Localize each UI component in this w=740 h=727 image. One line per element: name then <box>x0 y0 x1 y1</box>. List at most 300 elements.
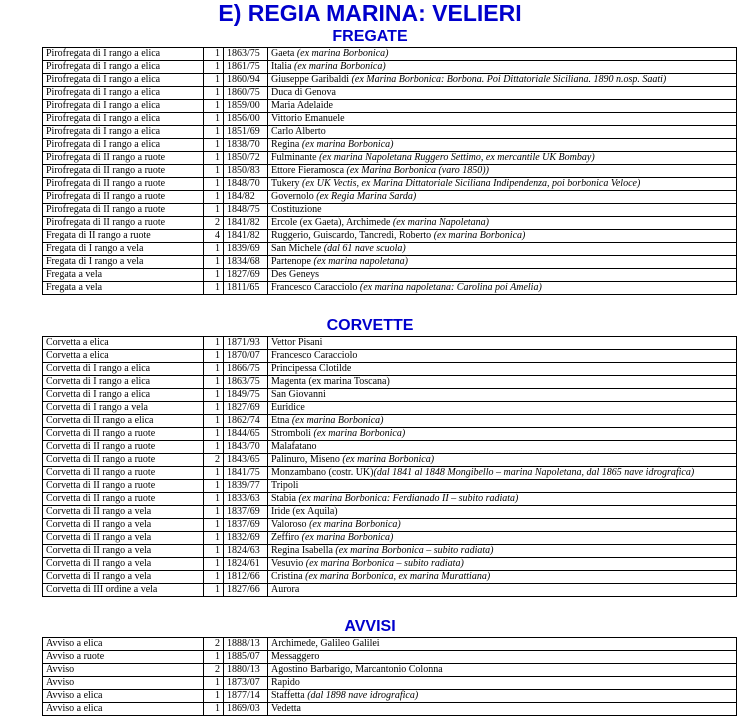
table-row <box>43 217 737 230</box>
ship-names-cell <box>268 282 737 295</box>
table-row <box>43 402 737 415</box>
table-row <box>43 428 737 441</box>
service-years-cell: 1838/70 <box>224 139 268 152</box>
service-years-cell: 1850/83 <box>224 165 268 178</box>
service-years-cell: 1841/75 <box>224 467 268 480</box>
ship-name: Cristina <box>271 571 306 582</box>
service-years-cell: 1885/07 <box>224 651 268 664</box>
table-row <box>43 415 737 428</box>
ship-names-cell <box>268 204 737 217</box>
section-title-fregate: FREGATE <box>332 28 408 45</box>
table-row <box>43 61 737 74</box>
ship-type-cell: Avviso a ruote <box>43 651 204 664</box>
ship-name: Vesuvio <box>271 558 306 569</box>
table-row <box>43 584 737 597</box>
ship-count-cell: 1 <box>204 480 224 493</box>
service-years-cell: 1827/66 <box>224 584 268 597</box>
ship-type-cell: Pirofregata di II rango a ruote <box>43 178 204 191</box>
table-row <box>43 48 737 61</box>
ship-count-cell: 1 <box>204 703 224 716</box>
ship-count-cell: 1 <box>204 363 224 376</box>
table-row <box>43 191 737 204</box>
ship-type-cell: Corvetta di II rango a elica <box>43 415 204 428</box>
ship-type-cell: Corvetta di I rango a elica <box>43 363 204 376</box>
ship-count-cell: 1 <box>204 467 224 480</box>
ship-names-cell <box>268 165 737 178</box>
ship-type-cell: Pirofregata di I rango a elica <box>43 139 204 152</box>
ship-names-cell <box>268 256 737 269</box>
ship-type-cell: Corvetta di I rango a vela <box>43 402 204 415</box>
ship-type-cell: Pirofregata di II rango a ruote <box>43 152 204 165</box>
ship-type-cell: Pirofregata di I rango a elica <box>43 113 204 126</box>
service-years-cell: 1824/61 <box>224 558 268 571</box>
ship-name: Tripoli <box>271 480 299 491</box>
ship-type-cell: Corvetta a elica <box>43 350 204 363</box>
ship-note: (ex marina Borbonica) <box>301 532 394 543</box>
ship-name: Iride (ex Aquila) <box>271 506 338 517</box>
ship-name: Monzambano (costr. UK) <box>271 467 374 478</box>
ship-names-cell <box>268 61 737 74</box>
ship-name: Stabia <box>271 493 299 504</box>
ship-name: San Michele <box>271 243 324 254</box>
ship-type-cell: Fregata di II rango a ruote <box>43 230 204 243</box>
ship-name: Des Geneys <box>271 269 320 280</box>
table-row <box>43 204 737 217</box>
ship-names-cell <box>268 100 737 113</box>
ship-type-cell: Fregata di I rango a vela <box>43 243 204 256</box>
service-years-cell: 1848/75 <box>224 204 268 217</box>
service-years-cell: 1849/75 <box>224 389 268 402</box>
ship-name: Tukery <box>271 178 303 189</box>
service-years-cell: 184/82 <box>224 191 268 204</box>
ship-type-cell: Corvetta di II rango a ruote <box>43 454 204 467</box>
ship-count-cell: 2 <box>204 664 224 677</box>
ship-note: (dal 1841 al 1848 Mongibello – marina Napoletana, dal 1865 nave idrografica) <box>373 467 695 478</box>
ship-names-cell <box>268 217 737 230</box>
ship-name: Magenta (ex marina Toscana) <box>271 376 390 387</box>
ship-name: Vedetta <box>271 703 301 714</box>
ship-type-cell: Pirofregata di I rango a elica <box>43 61 204 74</box>
ship-note: (ex marina Borbonica) <box>313 428 406 439</box>
ship-name: Etna <box>271 415 292 426</box>
ship-count-cell: 1 <box>204 558 224 571</box>
ship-type-cell: Pirofregata di II rango a ruote <box>43 191 204 204</box>
service-years-cell: 1860/75 <box>224 87 268 100</box>
ship-name: Agostino Barbarigo, Marcantonio Colonna <box>271 664 443 675</box>
ship-count-cell: 1 <box>204 178 224 191</box>
table-row <box>43 350 737 363</box>
ship-names-cell <box>268 651 737 664</box>
ship-count-cell: 1 <box>204 532 224 545</box>
ship-name: Principessa Clotilde <box>271 363 352 374</box>
ship-name: Aurora <box>271 584 300 595</box>
ship-name: Archimede, Galileo Galilei <box>271 638 380 649</box>
ship-names-cell <box>268 178 737 191</box>
service-years-cell: 1837/69 <box>224 506 268 519</box>
ship-note: (ex Marina Borbonica (varo 1850)) <box>346 165 489 176</box>
service-years-cell: 1839/77 <box>224 480 268 493</box>
ship-count-cell: 1 <box>204 48 224 61</box>
service-years-cell: 1859/00 <box>224 100 268 113</box>
table-row <box>43 703 737 716</box>
service-years-cell: 1824/63 <box>224 545 268 558</box>
service-years-cell: 1860/94 <box>224 74 268 87</box>
table-row <box>43 113 737 126</box>
ship-names-cell <box>268 74 737 87</box>
ship-names-cell <box>268 269 737 282</box>
ship-count-cell: 1 <box>204 126 224 139</box>
ship-names-cell <box>268 506 737 519</box>
ship-type-cell: Pirofregata di II rango a ruote <box>43 204 204 217</box>
ship-name: Governolo <box>271 191 317 202</box>
ship-names-cell <box>268 638 737 651</box>
ship-note: (dal 1898 nave idrografica) <box>307 690 419 701</box>
ship-name: Carlo Alberto <box>271 126 326 137</box>
ship-name: Francesco Caracciolo <box>271 282 360 293</box>
ship-names-cell <box>268 139 737 152</box>
ship-count-cell: 1 <box>204 441 224 454</box>
ship-names-cell <box>268 48 737 61</box>
table-row <box>43 651 737 664</box>
table-row <box>43 389 737 402</box>
ship-note: (ex UK Vectis, ex Marina Dittatoriale Siciliana Indipendenza, poi borbonica Veloce) <box>302 178 641 189</box>
ship-type-cell: Corvetta di II rango a vela <box>43 519 204 532</box>
table-corvette <box>42 336 737 597</box>
ship-note: (ex marina Borbonica) <box>309 519 401 530</box>
ship-count-cell: 1 <box>204 113 224 126</box>
table-row <box>43 376 737 389</box>
ship-note: (ex marina Borbonica) <box>291 415 384 426</box>
ship-names-cell <box>268 467 737 480</box>
service-years-cell: 1833/63 <box>224 493 268 506</box>
ship-name: Malafatano <box>271 441 317 452</box>
ship-names-cell <box>268 230 737 243</box>
ship-names-cell <box>268 454 737 467</box>
ship-count-cell: 1 <box>204 165 224 178</box>
ship-count-cell: 1 <box>204 376 224 389</box>
service-years-cell: 1863/75 <box>224 376 268 389</box>
ship-name: Maria Adelaide <box>271 100 333 111</box>
ship-name: Palinuro, Miseno <box>271 454 343 465</box>
ship-count-cell: 2 <box>204 454 224 467</box>
ship-name: Staffetta <box>271 690 308 701</box>
service-years-cell: 1841/82 <box>224 230 268 243</box>
ship-count-cell: 1 <box>204 519 224 532</box>
ship-name: Italia <box>271 61 295 72</box>
table-row <box>43 269 737 282</box>
ship-count-cell: 1 <box>204 61 224 74</box>
ship-names-cell <box>268 389 737 402</box>
table-row <box>43 638 737 651</box>
ship-count-cell: 1 <box>204 415 224 428</box>
service-years-cell: 1843/65 <box>224 454 268 467</box>
ship-name: Giuseppe Garibaldi <box>271 74 352 85</box>
ship-name: Vettor Pisani <box>271 337 323 348</box>
ship-note: (ex marina napoletana: Carolina poi Amelia) <box>359 282 542 293</box>
ship-type-cell: Fregata a vela <box>43 282 204 295</box>
table-row <box>43 545 737 558</box>
ship-name: Regina Isabella <box>271 545 336 556</box>
service-years-cell: 1851/69 <box>224 126 268 139</box>
ship-names-cell <box>268 664 737 677</box>
ship-count-cell: 1 <box>204 402 224 415</box>
service-years-cell: 1827/69 <box>224 269 268 282</box>
ship-note: (ex marina Borbonica – subito radiata) <box>305 558 464 569</box>
service-years-cell: 1811/65 <box>224 282 268 295</box>
ship-note: (ex marina napoletana) <box>313 256 408 267</box>
ship-name: Ercole (ex Gaeta), Archimede <box>271 217 393 228</box>
table-row <box>43 165 737 178</box>
ship-count-cell: 1 <box>204 269 224 282</box>
table-row <box>43 282 737 295</box>
service-years-cell: 1862/74 <box>224 415 268 428</box>
ship-count-cell: 1 <box>204 191 224 204</box>
ship-note: (dal 61 nave scuola) <box>323 243 406 254</box>
ship-names-cell <box>268 480 737 493</box>
ship-type-cell: Avviso a elica <box>43 703 204 716</box>
ship-name: Ettore Fieramosca <box>271 165 347 176</box>
table-row <box>43 519 737 532</box>
ship-names-cell <box>268 126 737 139</box>
ship-count-cell: 1 <box>204 139 224 152</box>
ship-count-cell: 1 <box>204 389 224 402</box>
ship-names-cell <box>268 519 737 532</box>
service-years-cell: 1861/75 <box>224 61 268 74</box>
ship-count-cell: 1 <box>204 87 224 100</box>
ship-note: (ex marina Borbonica) <box>294 61 386 72</box>
ship-name: Francesco Caracciolo <box>271 350 358 361</box>
ship-names-cell <box>268 415 737 428</box>
ship-note: (ex Marina Borbonica: Borbona. Poi Dittatoriale Siciliana. 1890 n.osp. Saati) <box>351 74 667 85</box>
ship-name: Euridice <box>271 402 305 413</box>
ship-type-cell: Avviso <box>43 677 204 690</box>
ship-count-cell: 2 <box>204 217 224 230</box>
ship-names-cell <box>268 363 737 376</box>
service-years-cell: 1839/69 <box>224 243 268 256</box>
table-row <box>43 677 737 690</box>
ship-count-cell: 1 <box>204 677 224 690</box>
ship-names-cell <box>268 402 737 415</box>
table-avvisi <box>42 637 737 716</box>
ship-count-cell: 1 <box>204 152 224 165</box>
table-row <box>43 441 737 454</box>
ship-type-cell: Pirofregata di I rango a elica <box>43 48 204 61</box>
table-row <box>43 493 737 506</box>
ship-type-cell: Corvetta di II rango a ruote <box>43 493 204 506</box>
ship-type-cell: Corvetta a elica <box>43 337 204 350</box>
ship-names-cell <box>268 532 737 545</box>
ship-note: (ex marina Borbonica) <box>433 230 526 241</box>
service-years-cell: 1880/13 <box>224 664 268 677</box>
service-years-cell: 1827/69 <box>224 402 268 415</box>
ship-type-cell: Pirofregata di I rango a elica <box>43 87 204 100</box>
table-row <box>43 74 737 87</box>
ship-type-cell: Corvetta di II rango a vela <box>43 532 204 545</box>
ship-note: (ex marina Borbonica – subito radiata) <box>335 545 494 556</box>
service-years-cell: 1812/66 <box>224 571 268 584</box>
ship-names-cell <box>268 493 737 506</box>
table-row <box>43 152 737 165</box>
table-row <box>43 454 737 467</box>
ship-type-cell: Corvetta di III ordine a vela <box>43 584 204 597</box>
ship-name: Rapido <box>271 677 300 688</box>
table-row <box>43 87 737 100</box>
ship-name: Duca di Genova <box>271 87 336 98</box>
service-years-cell: 1834/68 <box>224 256 268 269</box>
service-years-cell: 1843/70 <box>224 441 268 454</box>
ship-count-cell: 1 <box>204 493 224 506</box>
ship-count-cell: 1 <box>204 243 224 256</box>
ship-type-cell: Avviso a elica <box>43 638 204 651</box>
ship-type-cell: Pirofregata di II rango a ruote <box>43 217 204 230</box>
ship-type-cell: Corvetta di I rango a elica <box>43 389 204 402</box>
table-row <box>43 139 737 152</box>
ship-names-cell <box>268 113 737 126</box>
ship-name: Messaggero <box>271 651 320 662</box>
ship-names-cell <box>268 703 737 716</box>
ship-name: Costituzione <box>271 204 322 215</box>
ship-name: Regina <box>271 139 302 150</box>
service-years-cell: 1850/72 <box>224 152 268 165</box>
ship-count-cell: 1 <box>204 256 224 269</box>
ship-note: (ex marina Borbonica, ex marina Murattiana) <box>305 571 491 582</box>
ship-note: (ex marina Napoletana) <box>392 217 489 228</box>
ship-type-cell: Pirofregata di I rango a elica <box>43 100 204 113</box>
section-title-corvette: CORVETTE <box>326 317 414 334</box>
ship-type-cell: Avviso <box>43 664 204 677</box>
ship-count-cell: 4 <box>204 230 224 243</box>
table-row <box>43 690 737 703</box>
ship-note: (ex marina Borbonica) <box>301 139 394 150</box>
service-years-cell: 1841/82 <box>224 217 268 230</box>
ship-name: Fulminante <box>271 152 320 163</box>
table-row <box>43 126 737 139</box>
ship-note: (ex marina Borbonica) <box>296 48 389 59</box>
ship-count-cell: 1 <box>204 584 224 597</box>
ship-note: (ex Regia Marina Sarda) <box>316 191 417 202</box>
ship-names-cell <box>268 87 737 100</box>
ship-names-cell <box>268 243 737 256</box>
ship-names-cell <box>268 191 737 204</box>
ship-note: (ex marina Borbonica) <box>342 454 435 465</box>
ship-type-cell: Corvetta di II rango a ruote <box>43 480 204 493</box>
ship-count-cell: 1 <box>204 651 224 664</box>
service-years-cell: 1877/14 <box>224 690 268 703</box>
ship-names-cell <box>268 376 737 389</box>
ship-type-cell: Avviso a elica <box>43 690 204 703</box>
ship-type-cell: Corvetta di II rango a ruote <box>43 428 204 441</box>
service-years-cell: 1863/75 <box>224 48 268 61</box>
ship-note: (ex marina Borbonica: Ferdianado II – subito radiata) <box>298 493 519 504</box>
service-years-cell: 1832/69 <box>224 532 268 545</box>
ship-names-cell <box>268 337 737 350</box>
service-years-cell: 1871/93 <box>224 337 268 350</box>
service-years-cell: 1866/75 <box>224 363 268 376</box>
ship-name: Zeffiro <box>271 532 302 543</box>
table-row <box>43 337 737 350</box>
ship-names-cell <box>268 690 737 703</box>
ship-note: (ex marina Napoletana Ruggero Settimo, ex mercantile UK Bombay) <box>319 152 595 163</box>
ship-names-cell <box>268 677 737 690</box>
table-row <box>43 467 737 480</box>
ship-name: Stromboli <box>271 428 314 439</box>
ship-names-cell <box>268 545 737 558</box>
ship-type-cell: Corvetta di II rango a vela <box>43 558 204 571</box>
table-row <box>43 506 737 519</box>
service-years-cell: 1844/65 <box>224 428 268 441</box>
service-years-cell: 1870/07 <box>224 350 268 363</box>
ship-count-cell: 1 <box>204 571 224 584</box>
ship-name: Vittorio Emanuele <box>271 113 345 124</box>
service-years-cell: 1888/13 <box>224 638 268 651</box>
ship-names-cell <box>268 428 737 441</box>
ship-names-cell <box>268 152 737 165</box>
table-row <box>43 558 737 571</box>
ship-type-cell: Corvetta di II rango a ruote <box>43 467 204 480</box>
table-row <box>43 363 737 376</box>
ship-type-cell: Corvetta di II rango a vela <box>43 506 204 519</box>
service-years-cell: 1837/69 <box>224 519 268 532</box>
table-row <box>43 243 737 256</box>
ship-count-cell: 1 <box>204 428 224 441</box>
ship-type-cell: Pirofregata di II rango a ruote <box>43 165 204 178</box>
ship-count-cell: 1 <box>204 337 224 350</box>
ship-count-cell: 1 <box>204 506 224 519</box>
ship-type-cell: Corvetta di I rango a elica <box>43 376 204 389</box>
ship-name: Valoroso <box>271 519 310 530</box>
ship-names-cell <box>268 350 737 363</box>
table-row <box>43 256 737 269</box>
table-row <box>43 571 737 584</box>
service-years-cell: 1856/00 <box>224 113 268 126</box>
ship-name: Gaeta <box>271 48 297 59</box>
table-row <box>43 178 737 191</box>
service-years-cell: 1848/70 <box>224 178 268 191</box>
table-row <box>43 664 737 677</box>
table-fregate <box>42 47 737 295</box>
ship-count-cell: 2 <box>204 638 224 651</box>
table-row <box>43 100 737 113</box>
ship-count-cell: 1 <box>204 545 224 558</box>
page-title: E) REGIA MARINA: VELIERI <box>218 0 522 26</box>
ship-names-cell <box>268 571 737 584</box>
ship-type-cell: Corvetta di II rango a ruote <box>43 441 204 454</box>
ship-type-cell: Fregata di I rango a vela <box>43 256 204 269</box>
ship-count-cell: 1 <box>204 690 224 703</box>
ship-names-cell <box>268 584 737 597</box>
service-years-cell: 1873/07 <box>224 677 268 690</box>
ship-names-cell <box>268 441 737 454</box>
ship-type-cell: Pirofregata di I rango a elica <box>43 74 204 87</box>
table-row <box>43 480 737 493</box>
ship-type-cell: Pirofregata di I rango a elica <box>43 126 204 139</box>
ship-count-cell: 1 <box>204 100 224 113</box>
ship-names-cell <box>268 558 737 571</box>
ship-type-cell: Corvetta di II rango a vela <box>43 571 204 584</box>
ship-count-cell: 1 <box>204 204 224 217</box>
ship-count-cell: 1 <box>204 282 224 295</box>
ship-name: San Giovanni <box>271 389 326 400</box>
ship-name: Partenope <box>271 256 314 267</box>
ship-type-cell: Corvetta di II rango a vela <box>43 545 204 558</box>
table-row <box>43 230 737 243</box>
ship-type-cell: Fregata a vela <box>43 269 204 282</box>
ship-name: Ruggerio, Guiscardo, Tancredi, Roberto <box>271 230 434 241</box>
table-row <box>43 532 737 545</box>
ship-count-cell: 1 <box>204 350 224 363</box>
ship-count-cell: 1 <box>204 74 224 87</box>
section-title-avvisi: AVVISI <box>344 618 396 635</box>
